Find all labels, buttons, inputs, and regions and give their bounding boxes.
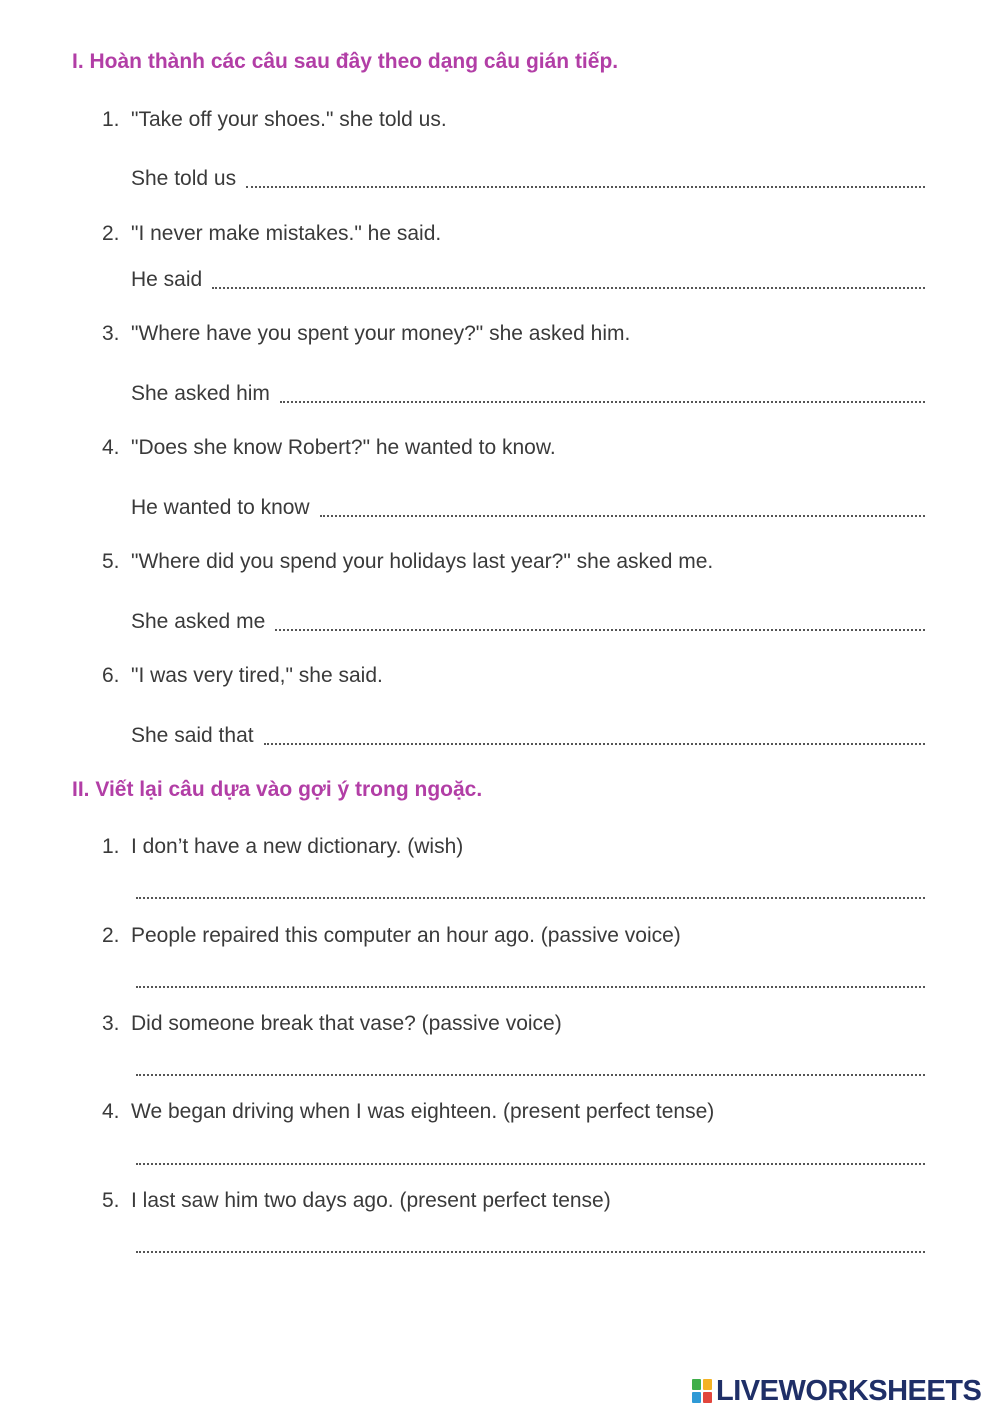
- answer-prompt: He said: [131, 268, 203, 291]
- answer-field[interactable]: [136, 873, 925, 903]
- question-text: "Where did you spend your holidays last year?" she asked me.: [131, 550, 714, 573]
- question-text: People repaired this computer an hour ago. (passive voice): [131, 924, 681, 947]
- question-text: "Does she know Robert?" he wanted to know.: [131, 436, 556, 459]
- answer-field[interactable]: [136, 1227, 925, 1257]
- answer-dotted-line[interactable]: [212, 287, 925, 289]
- answer-dotted-line[interactable]: [275, 629, 925, 631]
- answer-field[interactable]: [131, 162, 925, 192]
- liveworksheets-logo: [692, 1374, 981, 1408]
- answer-dotted-line[interactable]: [136, 897, 925, 899]
- answer-dotted-line[interactable]: [280, 401, 925, 403]
- answer-field[interactable]: [131, 605, 925, 635]
- answer-dotted-line[interactable]: [136, 1251, 925, 1253]
- answer-field[interactable]: [136, 962, 925, 992]
- question-number: 1.: [102, 108, 120, 131]
- question-number: 3.: [102, 1012, 120, 1035]
- question-number: 4.: [102, 1100, 120, 1123]
- section-2-title: II. Viết lại câu dựa vào gợi ý trong ngoặc.: [72, 778, 483, 801]
- question-number: 5.: [102, 550, 120, 573]
- answer-dotted-line[interactable]: [136, 1074, 925, 1076]
- answer-prompt: He wanted to know: [131, 496, 310, 519]
- question-number: 3.: [102, 322, 120, 345]
- answer-field[interactable]: [131, 377, 925, 407]
- answer-dotted-line[interactable]: [246, 186, 925, 188]
- question-number: 5.: [102, 1189, 120, 1212]
- question-text: I last saw him two days ago. (present perfect tense): [131, 1189, 611, 1212]
- question-text: "Take off your shoes." she told us.: [131, 108, 447, 131]
- answer-dotted-line[interactable]: [264, 743, 925, 745]
- answer-prompt: She asked him: [131, 382, 270, 405]
- answer-dotted-line[interactable]: [136, 1163, 925, 1165]
- answer-prompt: She said that: [131, 724, 254, 747]
- question-text: "I was very tired," she said.: [131, 664, 383, 687]
- section-1-title: I. Hoàn thành các câu sau đây theo dạng câu gián tiếp.: [72, 50, 619, 73]
- answer-field[interactable]: [136, 1139, 925, 1169]
- logo-squares-icon: [692, 1379, 712, 1403]
- answer-dotted-line[interactable]: [320, 515, 925, 517]
- logo-square: [703, 1392, 712, 1403]
- question-number: 2.: [102, 222, 120, 245]
- question-text: "Where have you spent your money?" she asked him.: [131, 322, 631, 345]
- answer-prompt: She asked me: [131, 610, 266, 633]
- logo-text: LIVEWORKSHEETS: [716, 1374, 982, 1407]
- logo-square: [692, 1392, 701, 1403]
- answer-field[interactable]: [136, 1050, 925, 1080]
- answer-field[interactable]: [131, 719, 925, 749]
- answer-field[interactable]: [131, 491, 925, 521]
- answer-prompt: She told us: [131, 167, 237, 190]
- answer-dotted-line[interactable]: [136, 986, 925, 988]
- question-text: "I never make mistakes." he said.: [131, 222, 442, 245]
- logo-square: [703, 1379, 712, 1390]
- question-text: Did someone break that vase? (passive voice): [131, 1012, 562, 1035]
- question-number: 2.: [102, 924, 120, 947]
- question-number: 6.: [102, 664, 120, 687]
- answer-field[interactable]: [131, 263, 925, 293]
- question-text: We began driving when I was eighteen. (present perfect tense): [131, 1100, 715, 1123]
- question-number: 4.: [102, 436, 120, 459]
- question-number: 1.: [102, 835, 120, 858]
- logo-square: [692, 1379, 701, 1390]
- question-text: I don’t have a new dictionary. (wish): [131, 835, 464, 858]
